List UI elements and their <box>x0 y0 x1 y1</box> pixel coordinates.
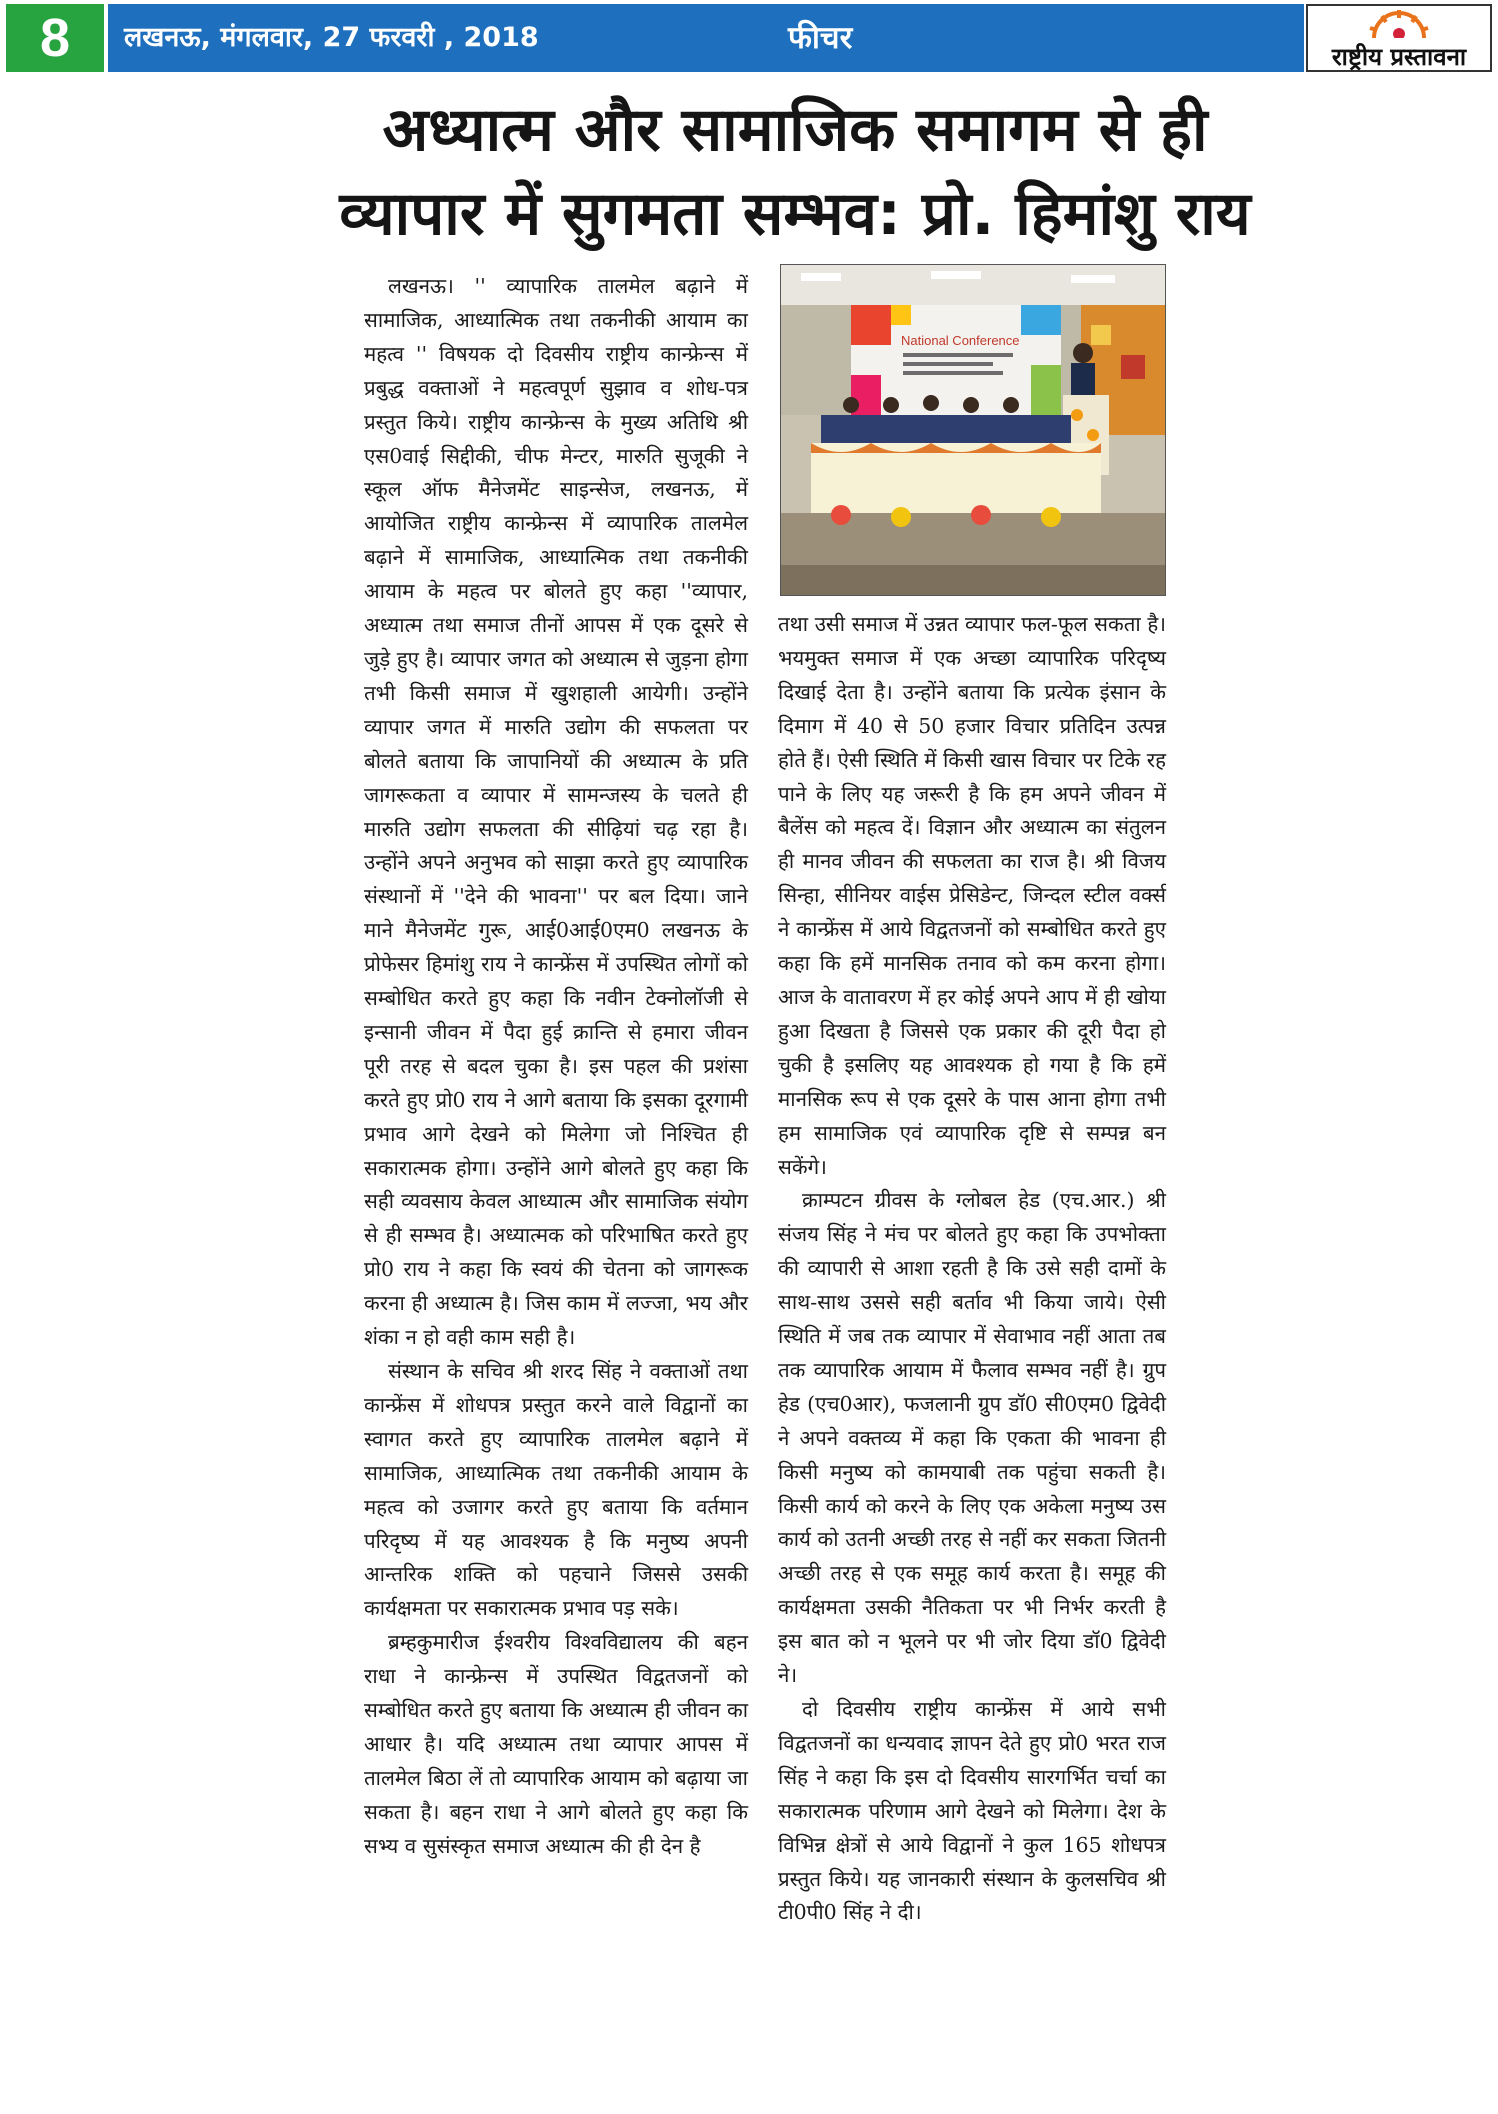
conference-photo <box>780 264 1166 596</box>
sun-gear-icon <box>1364 8 1434 38</box>
section-label: फीचर <box>788 20 853 56</box>
article-headline <box>330 88 1260 256</box>
article-paragraph: क्राम्पटन ग्रीवस के ग्लोबल हेड (एच.आर.) श्री संजय सिंह ने मंच पर बोलते हुए कहा कि उपभोक्ता की व्यापारी से आशा रहती है कि उसे सही दामों के साथ-साथ उससे सही बर्ताव भी किया जाये। ऐसी स्थिति में जब तक व्यापार में सेवाभाव नहीं आता तब तक व्यापारिक आयाम में फैलाव सम्भव नहीं है। ग्रुप हेड (एच0आर), फजलानी ग्रुप डॉ0 सी0एम0 द्विवेदी ने अपने वक्तव्य में कहा कि एकता की भावना ही किसी मनुष्य को कामयाबी तक पहुंचा सकती है। किसी कार्य को करने के लिए एक अकेला मनुष्य उस कार्य को उतनी अच्छी तरह से नहीं कर सकता जितनी अच्छी तरह से एक समूह कार्य करता है। समूह की कार्यक्षमता उसकी नैतिकता पर भी निर्भर करती है इस बात को न भूलने पर भी जोर दिया डॉ0 द्विवेदी ने। <box>778 1188 1166 1688</box>
newspaper-logo <box>1306 4 1492 72</box>
article-column-right <box>778 608 1166 1930</box>
header-strip <box>108 4 1304 72</box>
article-paragraph: तथा उसी समाज में उन्नत व्यापार फल-फूल सकता है। भयमुक्त समाज में एक अच्छा व्यापारिक परिदृष्य दिखाई देता है। उन्होंने बताया कि प्रत्येक इंसान के दिमाग में 40 से 50 हजार विचार प्रतिदिन उत्पन्न होते हैं। ऐसी स्थिति में किसी खास विचार पर टिके रह पाने के लिए यह जरूरी है कि हम अपने जीवन में बैलेंस को महत्व दें। विज्ञान और अध्यात्म का संतुलन ही मानव जीवन की सफलता का राज है। श्री विजय सिन्हा, सीनियर वाईस प्रेसिडेन्ट, जिन्दल स्टील वर्क्स ने कान्फ्रेंस में आये विद्वतजनों को सम्बोधित करते हुए कहा कि हमें मानसिक तनाव को कम करना होगा। आज के वातावरण में हर कोई अपने आप में ही खोया हुआ दिखता है जिससे एक प्रकार की दूरी पैदा हो चुकी है इसलिए यह आवश्यक हो गया है कि हमें मानसिक रूप से एक दूसरे के पास आना होगा तभी हम सामाजिक एवं व्यापारिक दृष्टि से सम्पन्न बन सकेंगे। <box>778 612 1166 1179</box>
headline-line-2: व्यापार में सुगमता सम्भव: प्रो. हिमांशु राय <box>339 179 1251 249</box>
conference-photo-illustration <box>781 265 1165 595</box>
article-paragraph: संस्थान के सचिव श्री शरद सिंह ने वक्ताओं तथा कान्फ्रेंस में शोधपत्र प्रस्तुत करने वाले विद्वानों का स्वागत करते हुए व्यापारिक तालमेल बढ़ाने में सामाजिक, आध्यात्मिक तथा तकनीकी आयाम के महत्व को उजागर करते हुए बताया कि वर्तमान परिदृष्य में यह आवश्यक है कि मनुष्य अपनी आन्तरिक शक्ति को पहचाने जिससे उसकी कार्यक्षमता पर सकारात्मक प्रभाव पड़ सके। <box>364 1359 748 1621</box>
banner-text: National Conference <box>901 333 1020 348</box>
dateline: लखनऊ, मंगलवार, 27 फरवरी , 2018 <box>124 22 539 53</box>
article-paragraph: ब्रम्हकुमारीज ईश्वरीय विश्वविद्यालय की बहन राधा ने कान्फ्रेन्स में उपस्थित विद्वतजनों को सम्बोधित करते हुए बताया कि अध्यात्म ही जीवन का आधार है। यदि अध्यात्म तथा व्यापार आपस में तालमेल बिठा लें तो व्यापारिक आयाम को बढ़ाया जा सकता है। बहन राधा ने आगे बोलते हुए कहा कि सभ्य व सुसंस्कृत समाज अध्यात्म की ही देन है <box>364 1630 748 1858</box>
article-column-left <box>364 270 748 1864</box>
article-paragraph: दो दिवसीय राष्ट्रीय कान्फ्रेंस में आये सभी विद्वतजनों का धन्यवाद ज्ञापन देते हुए प्रो0 भरत राज सिंह ने कहा कि इस दो दिवसीय सारगर्भित चर्चा का सकारात्मक परिणाम आगे देखने को मिलेगा। देश के विभिन्न क्षेत्रों से आये विद्वानों ने कुल 165 शोधपत्र प्रस्तुत किये। यह जानकारी संस्थान के कुलसचिव श्री टी0पी0 सिंह ने दी। <box>778 1697 1166 1925</box>
article-paragraph: लखनऊ। '' व्यापारिक तालमेल बढ़ाने में सामाजिक, आध्यात्मिक तथा तकनीकी आयाम का महत्व '' विषयक दो दिवसीय राष्ट्रीय कान्फ्रेन्स में प्रबुद्ध वक्ताओं ने महत्वपूर्ण सुझाव व शोध-पत्र प्रस्तुत किये। राष्ट्रीय कान्फ्रेन्स के मुख्य अतिथि श्री एस0वाई सिद्दीकी, चीफ मेन्टर, मारुति सुजूकी ने स्कूल ऑफ मैनेजमेंट साइन्सेज, लखनऊ, में आयोजित राष्ट्रीय कान्फ्रेन्स में व्यापारिक तालमेल बढ़ाने में सामाजिक, आध्यात्मिक तथा तकनीकी आयाम के महत्व पर बोलते हुए कहा ''व्यापार, अध्यात्म तथा समाज तीनों आपस में एक दूसरे से जुड़े हुए है। व्यापार जगत को अध्यात्म से जुड़ना होगा तभी किसी समाज में खुशहाली आयेगी। उन्होंने व्यापार जगत में मारुति उद्योग की सफलता पर बोलते बताया कि जापानियों की अध्यात्म के प्रति जागरूकता व व्यापार में सामन्जस्य के चलते ही मारुति उद्योग सफलता की सीढ़ियां चढ़ रहा है। उन्होंने अपने अनुभव को साझा करते हुए व्यापारिक संस्थानों में ''देने की भावना'' पर बल दिया। जाने माने मैनेजमेंट गुरू, आई0आई0एम0 लखनऊ के प्रोफेसर हिमांशु राय ने कान्फ्रेंस में उपस्थित लोगों को सम्बोधित करते हुए कहा कि नवीन टेक्नोलॉजी से इन्सानी जीवन में पैदा हुई क्रान्ति से हमारा जीवन पूरी तरह से बदल चुका है। इस पहल की प्रशंसा करते हुए प्रो0 राय ने आगे बताया कि इसका दूरगामी प्रभाव आगे देखने को मिलेगा जो निश्चित ही सकारात्मक होगा। उन्होंने आगे बोलते हुए कहा कि सही व्यवसाय केवल आध्यात्म और सामाजिक संयोग से ही सम्भव है। अध्यात्मक को परिभाषित करते हुए प्रो0 राय ने कहा कि स्वयं की चेतना को जागरूक करना ही अध्यात्म है। जिस काम में लज्जा, भय और शंका न हो वही काम सही है। <box>364 274 748 1350</box>
headline-line-1: अध्यात्म और सामाजिक समागम से ही <box>382 95 1208 165</box>
page-header <box>6 4 1492 72</box>
page-number: 8 <box>6 4 104 72</box>
logo-text: राष्ट्रीय प्रस्तावना <box>1331 43 1467 71</box>
